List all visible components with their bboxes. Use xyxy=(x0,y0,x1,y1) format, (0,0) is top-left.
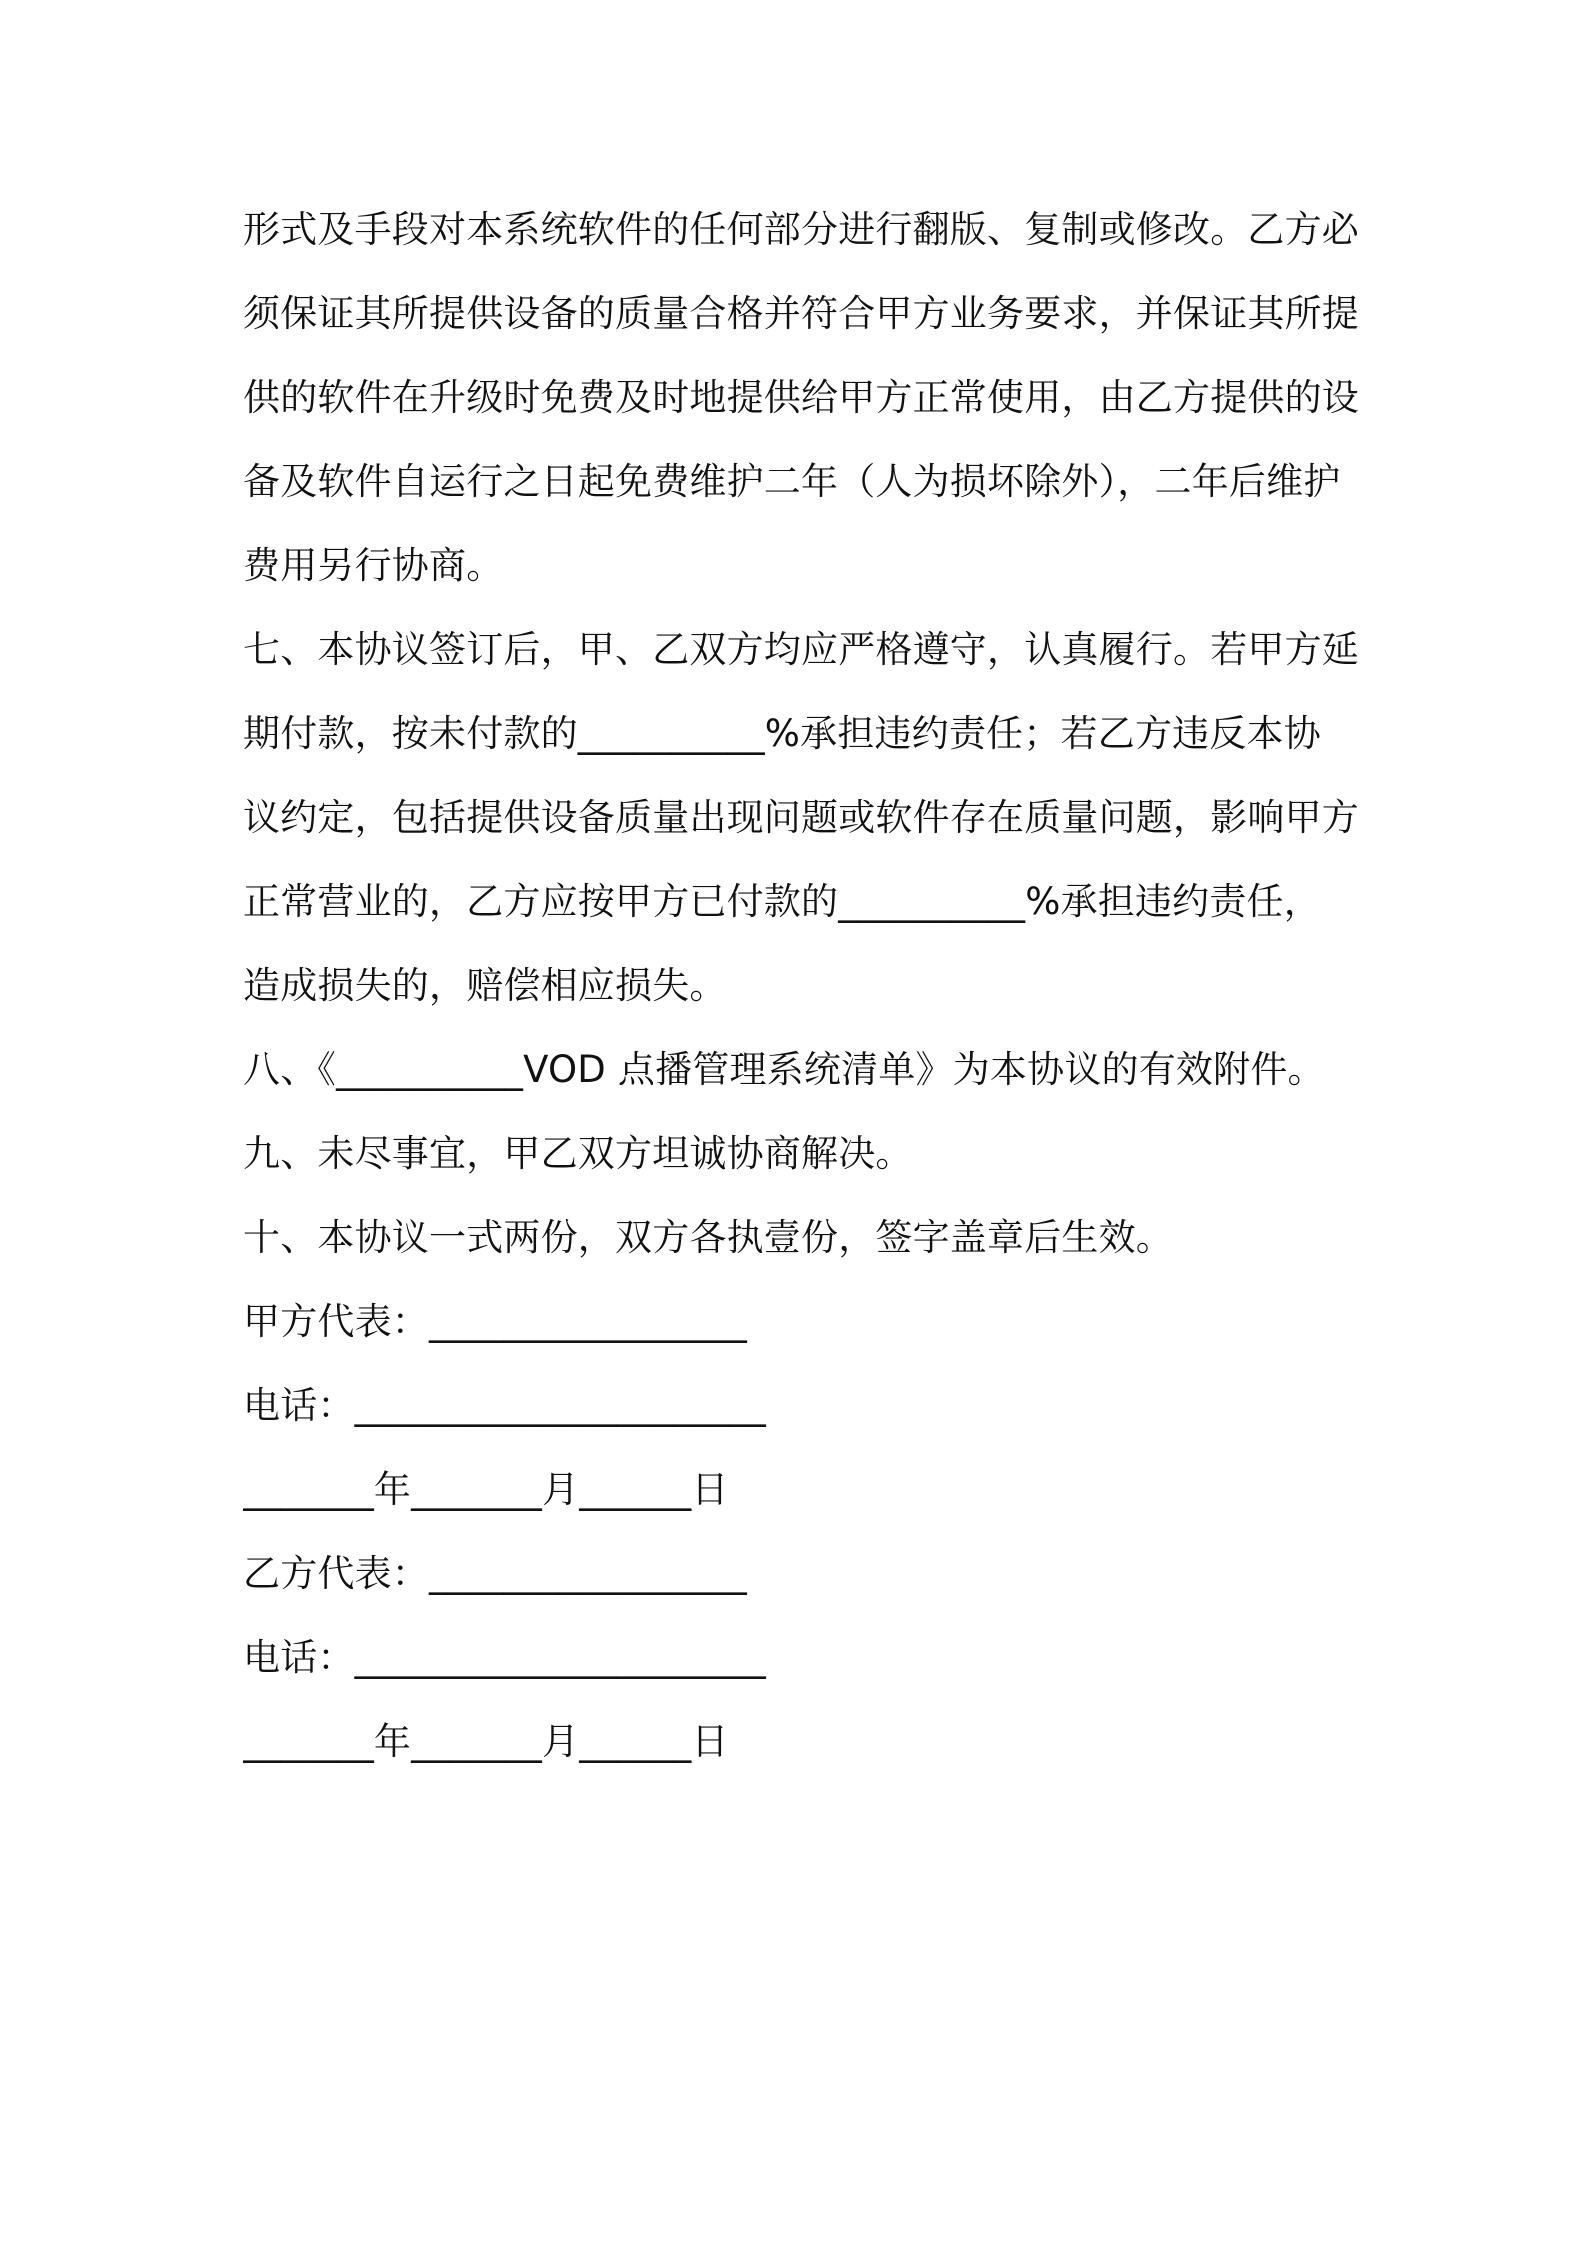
party-b-representative-field: 乙方代表：_________________ xyxy=(243,1552,747,1595)
party-a-phone-field: 电话：______________________ xyxy=(243,1384,766,1427)
clause-10: 十、本协议一式两份，双方各执壹份，签字盖章后生效。 xyxy=(243,1216,1173,1259)
party-a-date-field: _______年_______月______日 xyxy=(243,1468,729,1511)
clause-7-line: 造成损失的，赔偿相应损失。 xyxy=(243,964,727,1007)
clause-8: 八、《__________VOD 点播管理系统清单》为本协议的有效附件。 xyxy=(243,1048,1325,1091)
paragraph-line: 备及软件自运行之日起免费维护二年（人为损坏除外），二年后维护 xyxy=(243,460,1341,503)
clause-7-line: 期付款，按未付款的__________%承担违约责任；若乙方违反本协 xyxy=(243,712,1321,755)
clause-9: 九、未尽事宜，甲乙双方坦诚协商解决。 xyxy=(243,1132,913,1175)
party-b-phone-field: 电话：______________________ xyxy=(243,1636,766,1679)
party-a-representative-field: 甲方代表：_________________ xyxy=(243,1300,747,1343)
paragraph-line: 费用另行协商。 xyxy=(243,544,504,587)
paragraph-line: 形式及手段对本系统软件的任何部分进行翻版、复制或修改。乙方必 xyxy=(243,208,1359,251)
clause-7-line: 议约定，包括提供设备质量出现问题或软件存在质量问题，影响甲方 xyxy=(243,796,1359,839)
paragraph-line: 供的软件在升级时免费及时地提供给甲方正常使用，由乙方提供的设 xyxy=(243,376,1359,419)
clause-7-line: 正常营业的，乙方应按甲方已付款的__________%承担违约责任， xyxy=(243,880,1321,923)
paragraph-line: 须保证其所提供设备的质量合格并符合甲方业务要求，并保证其所提 xyxy=(243,292,1359,335)
clause-7-line: 七、本协议签订后，甲、乙双方均应严格遵守，认真履行。若甲方延 xyxy=(243,628,1359,671)
party-b-date-field: _______年_______月______日 xyxy=(243,1720,729,1763)
